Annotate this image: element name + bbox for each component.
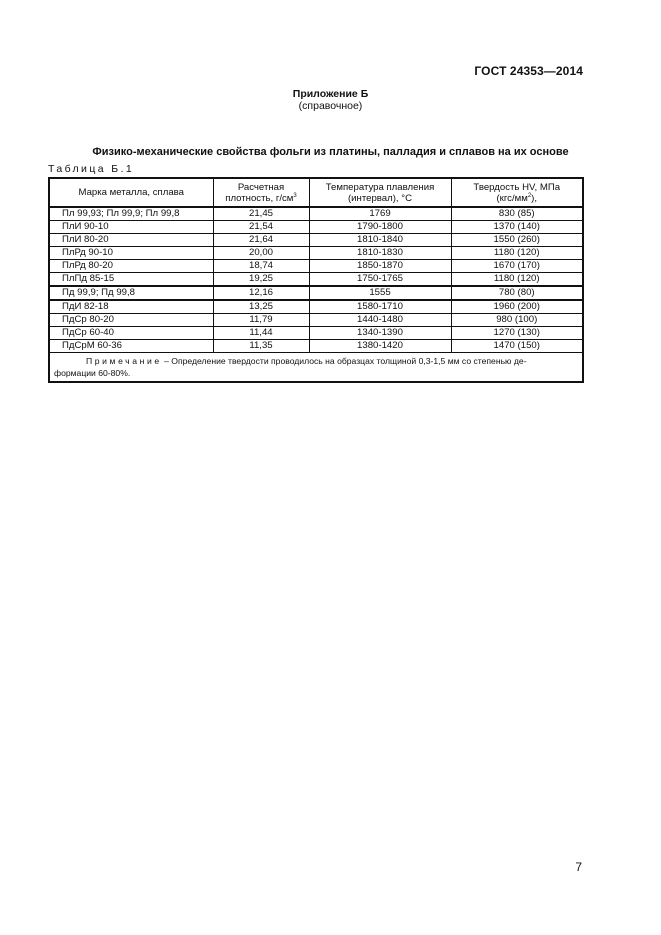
table-row bbox=[49, 221, 583, 234]
cell-density: 11,79 bbox=[213, 314, 309, 327]
cell-grade: ПлИ 90-10 bbox=[49, 221, 213, 234]
cell-melting: 1810-1840 bbox=[309, 234, 451, 247]
header-melting: Температура плавления (интервал), °С bbox=[309, 178, 451, 207]
cell-hardness: 980 (100) bbox=[451, 314, 583, 327]
appendix-subtitle: (справочное) bbox=[298, 100, 363, 112]
note-label: Примечание bbox=[86, 356, 162, 366]
appendix-title: Приложение Б bbox=[292, 88, 369, 100]
cell-grade: Пл 99,93; Пл 99,9; Пл 99,8 bbox=[49, 207, 213, 221]
table-row bbox=[49, 340, 583, 353]
table-note bbox=[49, 353, 583, 383]
cell-hardness: 1670 (170) bbox=[451, 260, 583, 273]
cell-density: 20,00 bbox=[213, 247, 309, 260]
cell-grade: ПдСр 60-40 bbox=[49, 327, 213, 340]
appendix-heading bbox=[0, 88, 661, 112]
cell-grade: Пд 99,9; Пд 99,8 bbox=[49, 286, 213, 300]
table-row bbox=[49, 314, 583, 327]
table-label: Таблица Б.1 bbox=[48, 163, 135, 175]
cell-hardness: 1550 (260) bbox=[451, 234, 583, 247]
table-header-row bbox=[49, 178, 583, 207]
cell-hardness: 1180 (120) bbox=[451, 273, 583, 287]
table-row bbox=[49, 327, 583, 340]
cell-hardness: 830 (85) bbox=[451, 207, 583, 221]
cell-hardness: 1470 (150) bbox=[451, 340, 583, 353]
table-row bbox=[49, 234, 583, 247]
document-number: ГОСТ 24353—2014 bbox=[474, 64, 583, 78]
cell-density: 21,54 bbox=[213, 221, 309, 234]
cell-hardness: 1370 (140) bbox=[451, 221, 583, 234]
header-density: Расчетная плотность, $г/см^3$ bbox=[213, 178, 309, 207]
note-text-continued: формации 60-80%. bbox=[54, 367, 131, 378]
cell-density: 21,45 bbox=[213, 207, 309, 221]
cell-grade: ПдСрМ 60-36 bbox=[49, 340, 213, 353]
table-row bbox=[49, 300, 583, 314]
cell-hardness: 1180 (120) bbox=[451, 247, 583, 260]
cell-melting: 1580-1710 bbox=[309, 300, 451, 314]
table-row bbox=[49, 260, 583, 273]
cell-melting: 1440-1480 bbox=[309, 314, 451, 327]
header-grade: Марка металла, сплава bbox=[49, 178, 213, 207]
table-note-row bbox=[49, 353, 583, 383]
cell-melting: 1750-1765 bbox=[309, 273, 451, 287]
table-row bbox=[49, 273, 583, 287]
cell-hardness: 1960 (200) bbox=[451, 300, 583, 314]
cell-grade: ПдИ 82-18 bbox=[49, 300, 213, 314]
cell-density: 11,44 bbox=[213, 327, 309, 340]
cell-density: 19,25 bbox=[213, 273, 309, 287]
cell-grade: ПлРд 90-10 bbox=[49, 247, 213, 260]
cell-melting: 1555 bbox=[309, 286, 451, 300]
cell-density: 21,64 bbox=[213, 234, 309, 247]
cell-density: 11,35 bbox=[213, 340, 309, 353]
page-number: 7 bbox=[575, 860, 582, 874]
cell-hardness: 780 (80) bbox=[451, 286, 583, 300]
cell-hardness: 1270 (130) bbox=[451, 327, 583, 340]
cell-density: 18,74 bbox=[213, 260, 309, 273]
cell-melting: 1790-1800 bbox=[309, 221, 451, 234]
cell-melting: 1769 bbox=[309, 207, 451, 221]
table-row bbox=[49, 247, 583, 260]
table-row bbox=[49, 286, 583, 300]
cell-grade: ПлРд 80-20 bbox=[49, 260, 213, 273]
cell-grade: ПдСр 80-20 bbox=[49, 314, 213, 327]
cell-melting: 1850-1870 bbox=[309, 260, 451, 273]
cell-melting: 1340-1390 bbox=[309, 327, 451, 340]
properties-table bbox=[48, 177, 584, 383]
cell-grade: ПлИ 80-20 bbox=[49, 234, 213, 247]
cell-grade: ПлПд 85-15 bbox=[49, 273, 213, 287]
cell-melting: 1810-1830 bbox=[309, 247, 451, 260]
cell-melting: 1380-1420 bbox=[309, 340, 451, 353]
cell-density: 12,16 bbox=[213, 286, 309, 300]
cell-density: 13,25 bbox=[213, 300, 309, 314]
table-title: Физико-механические свойства фольги из платины, палладия и сплавов на их основе bbox=[92, 146, 569, 158]
note-text: – Определение твердости проводилось на образцах толщиной 0,3-1,5 мм со степенью де- bbox=[164, 356, 527, 366]
header-hardness: Твердость HV, МПа $(кгс/мм^2)$, bbox=[451, 178, 583, 207]
table-row bbox=[49, 207, 583, 221]
